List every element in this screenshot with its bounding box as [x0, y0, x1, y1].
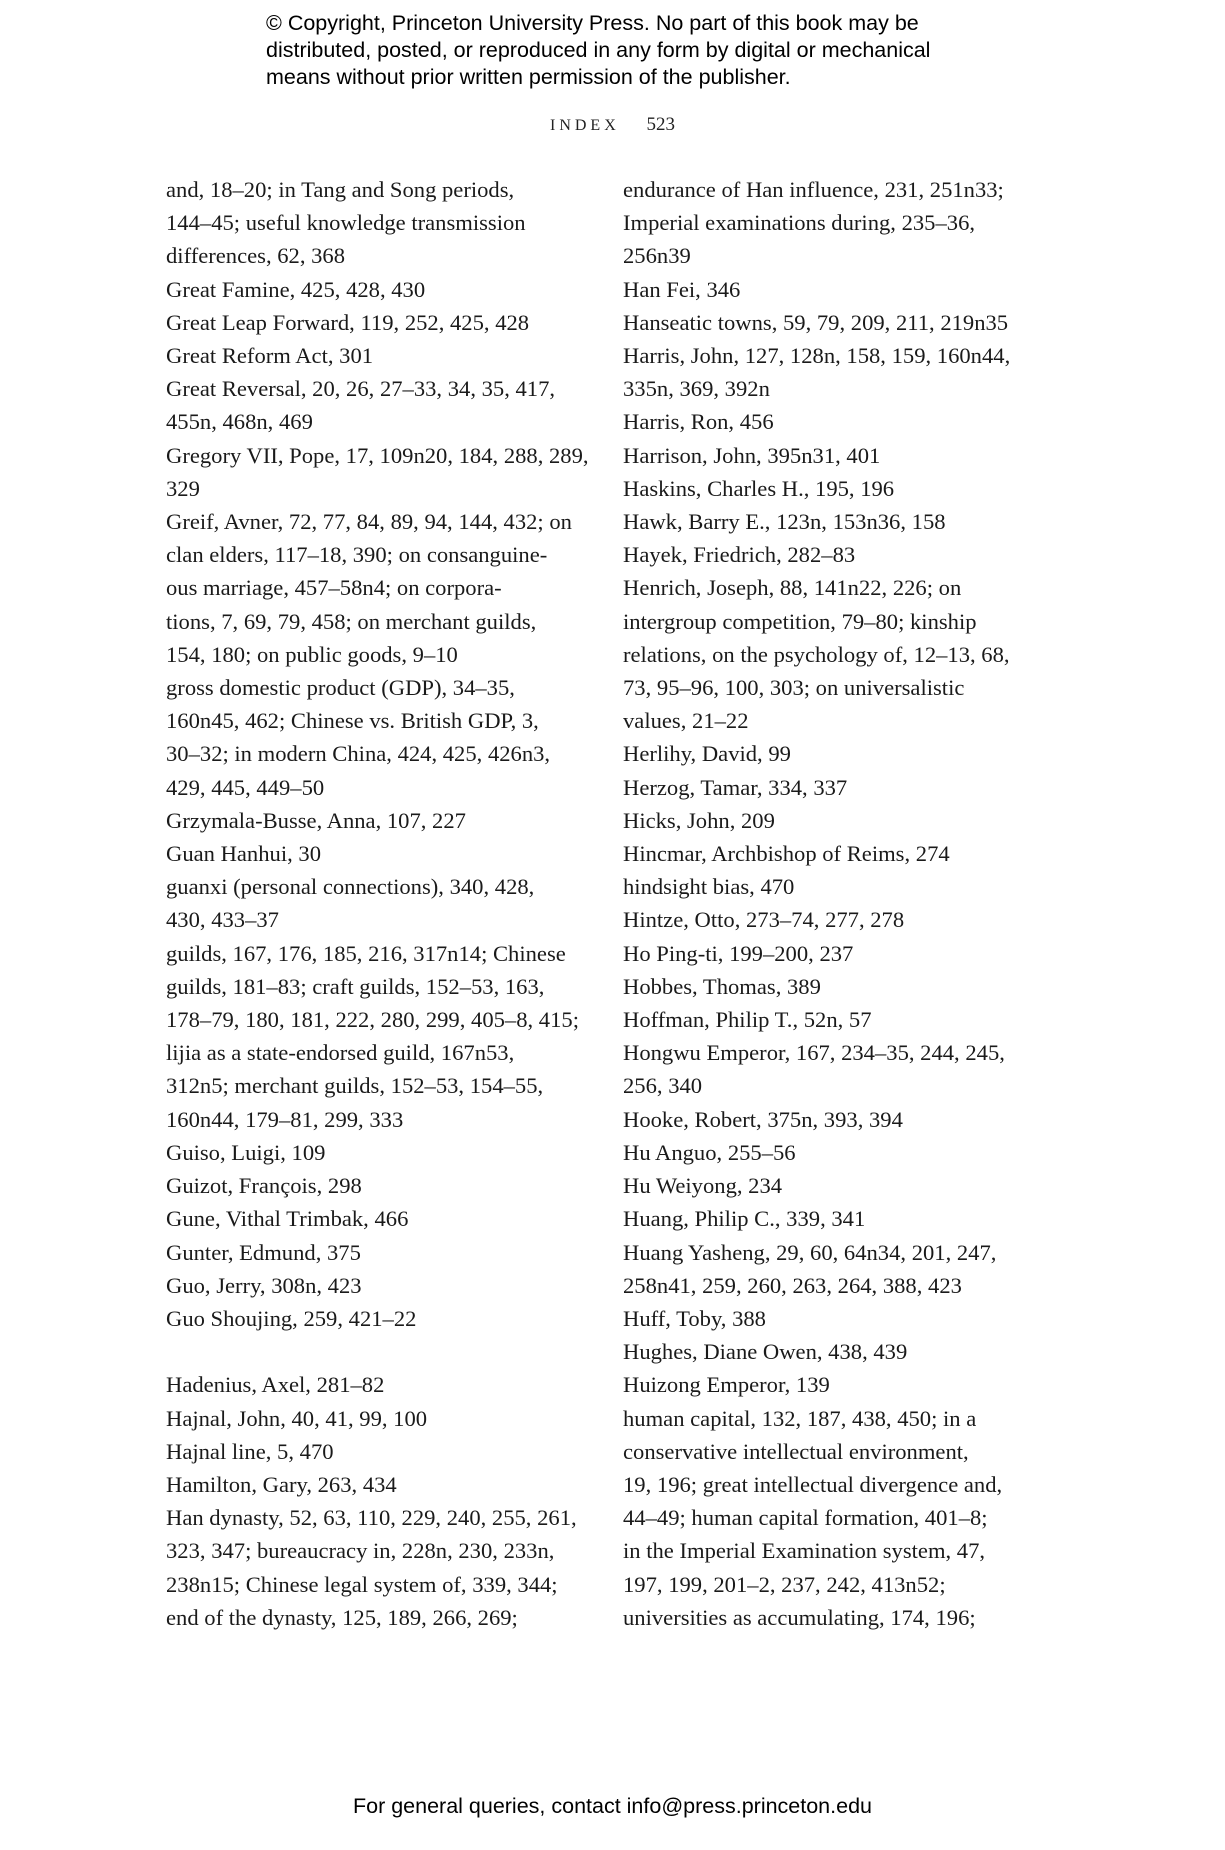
index-entry	[623, 970, 1063, 1003]
index-entry-line: 429, 445, 449–50	[166, 774, 325, 800]
index-entry-line: differences, 62, 368	[166, 243, 346, 269]
index-entry-line: Great Famine, 425, 428, 430	[166, 276, 426, 302]
index-entry-line: guanxi (personal connections), 340, 428,	[166, 874, 535, 900]
index-entry-line: 197, 199, 201–2, 237, 242, 413n52;	[623, 1571, 946, 1597]
index-entry-line: guilds, 167, 176, 185, 216, 317n14; Chinese	[166, 940, 566, 966]
index-entry-line: Haskins, Charles H., 195, 196	[623, 475, 895, 501]
copyright-line: means without prior written permission of the publisher.	[266, 65, 791, 89]
index-entry-line: in the Imperial Examination system, 47,	[623, 1538, 986, 1564]
running-head-label: INDEX	[549, 117, 620, 134]
index-entry	[623, 1302, 1063, 1335]
index-entry	[166, 1501, 591, 1634]
index-entry-line: Guan Hanhui, 30	[166, 841, 321, 867]
index-entry	[166, 439, 591, 505]
index-entry	[623, 870, 1063, 903]
index-entry-line: Huang Yasheng, 29, 60, 64n34, 201, 247,	[623, 1239, 997, 1265]
page-number: 523	[646, 114, 675, 135]
index-entry-line: 30–32; in modern China, 424, 425, 426n3,	[166, 741, 551, 767]
footer-contact: For general queries, contact info@press.princeton.edu	[352, 1794, 872, 1818]
index-entry-line: intergroup competition, 79–80; kinship	[623, 608, 977, 634]
index-entry-line: human capital, 132, 187, 438, 450; in a	[623, 1405, 977, 1431]
index-entry	[623, 306, 1063, 339]
index-entry-line: Hu Anguo, 255–56	[623, 1139, 796, 1165]
index-entry-line: gross domestic product (GDP), 34–35,	[166, 675, 515, 701]
index-entry	[623, 571, 1063, 737]
index-entry-line: 178–79, 180, 181, 222, 280, 299, 405–8, 415;	[166, 1007, 579, 1033]
index-entry-line: Hintze, Otto, 273–74, 277, 278	[623, 907, 905, 933]
index-entry	[166, 1435, 591, 1468]
index-entry-line: 160n44, 179–81, 299, 333	[166, 1106, 404, 1132]
index-entry-line: endurance of Han influence, 231, 251n33;	[623, 177, 1004, 202]
index-entry-line: tions, 7, 69, 79, 458; on merchant guilds,	[166, 608, 537, 634]
index-entry-line: Han dynasty, 52, 63, 110, 229, 240, 255, 261,	[166, 1505, 577, 1531]
index-entry	[623, 1003, 1063, 1036]
index-entry	[623, 804, 1063, 837]
index-entry-line: Hu Weiyong, 234	[623, 1173, 783, 1199]
index-entry-line: Harrison, John, 395n31, 401	[623, 442, 881, 468]
index-entry	[166, 1402, 591, 1435]
index-entry-line: Guo, Jerry, 308n, 423	[166, 1272, 362, 1298]
index-entry-line: Han Fei, 346	[623, 276, 741, 302]
index-entry-line: end of the dynasty, 125, 189, 266, 269;	[166, 1604, 518, 1630]
index-entry	[623, 273, 1063, 306]
index-entry-line: Greif, Avner, 72, 77, 84, 89, 94, 144, 432; on	[166, 509, 572, 535]
index-entry	[623, 737, 1063, 770]
index-entry-line: Huff, Toby, 388	[623, 1305, 766, 1331]
index-entry-line: 455n, 468n, 469	[166, 409, 313, 435]
index-entry-line: Hicks, John, 209	[623, 807, 775, 833]
index-entry-line: Imperial examinations during, 235–36,	[623, 210, 976, 236]
index-entry-line: Ho Ping-ti, 199–200, 237	[623, 940, 854, 966]
index-entry-line: Hadenius, Axel, 281–82	[166, 1372, 385, 1398]
index-entry	[166, 273, 591, 306]
index-entry	[166, 837, 591, 870]
index-entry	[623, 1202, 1063, 1235]
index-entry-line: Gunter, Edmund, 375	[166, 1239, 361, 1265]
index-entry-line: Hajnal line, 5, 470	[166, 1438, 334, 1464]
index-entry-line: ous marriage, 457–58n4; on corpora-	[166, 575, 502, 601]
index-entry	[166, 1169, 591, 1202]
index-entry	[623, 505, 1063, 538]
index-entry-line: Hongwu Emperor, 167, 234–35, 244, 245,	[623, 1040, 1005, 1066]
index-entry	[623, 405, 1063, 438]
index-entry-line: Hajnal, John, 40, 41, 99, 100	[166, 1405, 428, 1431]
index-entry	[623, 1103, 1063, 1136]
index-entry-line: 154, 180; on public goods, 9–10	[166, 641, 458, 667]
index-entry-line: Hawk, Barry E., 123n, 153n36, 158	[623, 509, 946, 535]
index-entry-line: clan elders, 117–18, 390; on consanguine-	[166, 542, 548, 568]
index-entry	[623, 538, 1063, 571]
index-entry	[623, 903, 1063, 936]
index-entry	[623, 937, 1063, 970]
index-entry	[166, 937, 591, 1136]
index-entry-line: conservative intellectual environment,	[623, 1438, 969, 1464]
index-entry	[166, 1136, 591, 1169]
index-entry	[623, 1036, 1063, 1102]
index-entry-line: Guo Shoujing, 259, 421–22	[166, 1305, 417, 1331]
index-entry-line: 430, 433–37	[166, 907, 279, 933]
index-entry-line: Harris, Ron, 456	[623, 409, 774, 435]
index-entry-line: 44–49; human capital formation, 401–8;	[623, 1505, 988, 1531]
index-entry-line: Grzymala-Busse, Anna, 107, 227	[166, 807, 466, 833]
index-entry-line: universities as accumulating, 174, 196;	[623, 1604, 976, 1630]
index-entry-line: Hamilton, Gary, 263, 434	[166, 1471, 397, 1497]
index-entry	[623, 1136, 1063, 1169]
index-entry	[166, 1236, 591, 1269]
index-entry-line: 238n15; Chinese legal system of, 339, 344;	[166, 1571, 558, 1597]
copyright-line: © Copyright, Princeton University Press. No part of this book may be	[266, 11, 919, 35]
index-entry-line: Guizot, François, 298	[166, 1173, 362, 1199]
index-entry	[166, 505, 591, 671]
index-entry	[623, 1169, 1063, 1202]
index-column-right	[623, 173, 1063, 1634]
index-entry-line: Huang, Philip C., 339, 341	[623, 1206, 866, 1232]
index-entry-line: Guiso, Luigi, 109	[166, 1139, 326, 1165]
index-entry-line: 329	[166, 475, 200, 501]
index-entry	[166, 173, 591, 273]
index-entry-line: Hanseatic towns, 59, 79, 209, 211, 219n35	[623, 309, 1009, 335]
index-entry	[623, 339, 1063, 405]
index-entry	[166, 339, 591, 372]
index-entry-line: Hayek, Friedrich, 282–83	[623, 542, 856, 568]
index-entry	[166, 1302, 591, 1335]
index-entry-line: Herzog, Tamar, 334, 337	[623, 774, 848, 800]
index-entry-line: Hobbes, Thomas, 389	[623, 973, 821, 999]
index-entry-line: and, 18–20; in Tang and Song periods,	[166, 177, 515, 202]
index-entry-line: Harris, John, 127, 128n, 158, 159, 160n44,	[623, 343, 1011, 369]
index-entry-line: values, 21–22	[623, 708, 749, 734]
index-entry-line: Hincmar, Archbishop of Reims, 274	[623, 841, 950, 867]
index-entry-line: lijia as a state-endorsed guild, 167n53,	[166, 1040, 515, 1066]
index-entry	[623, 837, 1063, 870]
index-entry	[623, 1335, 1063, 1368]
index-entry-line: Hooke, Robert, 375n, 393, 394	[623, 1106, 903, 1132]
index-entry-line: 312n5; merchant guilds, 152–53, 154–55,	[166, 1073, 544, 1099]
index-entry-line: Hoffman, Philip T., 52n, 57	[623, 1007, 872, 1033]
index-entry	[166, 1368, 591, 1401]
index-entry	[166, 1202, 591, 1235]
running-head	[0, 114, 1225, 136]
index-entry	[623, 173, 1063, 273]
index-entry-line: Herlihy, David, 99	[623, 741, 791, 767]
index-entry	[623, 1236, 1063, 1302]
index-entry-line: Gune, Vithal Trimbak, 466	[166, 1206, 409, 1232]
index-entry-line: 160n45, 462; Chinese vs. British GDP, 3,	[166, 708, 539, 734]
index-entry-line: 258n41, 259, 260, 263, 264, 388, 423	[623, 1272, 962, 1298]
index-entry-line: Great Reform Act, 301	[166, 343, 374, 369]
index-column-left	[166, 173, 591, 1634]
index-entry-line: Gregory VII, Pope, 17, 109n20, 184, 288, 289,	[166, 442, 589, 468]
copyright-line: distributed, posted, or reproduced in any form by digital or mechanical	[266, 38, 931, 62]
index-entry	[623, 1368, 1063, 1401]
index-entry-line: Great Leap Forward, 119, 252, 425, 428	[166, 309, 530, 335]
index-entry-line: 323, 347; bureaucracy in, 228n, 230, 233n,	[166, 1538, 555, 1564]
index-entry	[623, 472, 1063, 505]
index-entry-line: 256n39	[623, 243, 691, 269]
index-entry	[166, 804, 591, 837]
index-entry-line: relations, on the psychology of, 12–13, 68,	[623, 641, 1010, 667]
index-entry	[166, 870, 591, 936]
index-entry	[166, 1468, 591, 1501]
index-entry-line: Great Reversal, 20, 26, 27–33, 34, 35, 417,	[166, 376, 556, 402]
index-entry	[166, 372, 591, 438]
copyright-notice	[266, 10, 1026, 91]
index-entry-line: Huizong Emperor, 139	[623, 1372, 830, 1398]
index-entry-line: Henrich, Joseph, 88, 141n22, 226; on	[623, 575, 962, 601]
index-entry-line: 19, 196; great intellectual divergence and,	[623, 1471, 1003, 1497]
index-entry-line: Hughes, Diane Owen, 438, 439	[623, 1339, 908, 1365]
index-entry	[623, 771, 1063, 804]
index-entry-line: hindsight bias, 470	[623, 874, 795, 900]
index-entry-line: guilds, 181–83; craft guilds, 152–53, 163,	[166, 973, 545, 999]
index-entry-line: 256, 340	[623, 1073, 703, 1099]
index-entry-line: 144–45; useful knowledge transmission	[166, 210, 526, 236]
index-entry	[623, 439, 1063, 472]
index-entry	[166, 1269, 591, 1302]
index-entry	[166, 306, 591, 339]
index-entry-line: 73, 95–96, 100, 303; on universalistic	[623, 675, 965, 701]
index-entry	[623, 1402, 1063, 1634]
index-entry	[166, 671, 591, 804]
letter-section-gap	[166, 1335, 591, 1368]
index-entry-line: 335n, 369, 392n	[623, 376, 770, 402]
